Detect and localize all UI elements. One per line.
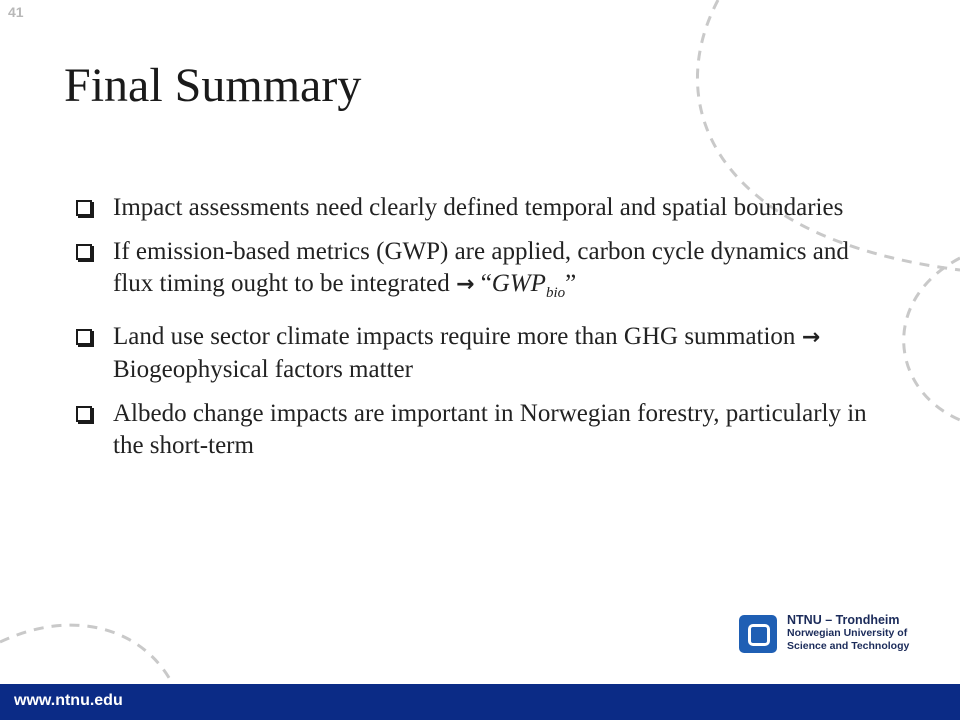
slide-title: Final Summary [64, 59, 362, 112]
bullet-item [76, 398, 886, 462]
right-arrow-icon: → [456, 272, 475, 297]
ntnu-logo-icon [739, 615, 777, 653]
bullet-list [76, 192, 886, 474]
checkbox-bullet-icon [76, 244, 92, 260]
checkbox-bullet-icon [76, 406, 92, 422]
bullet-item [76, 192, 886, 224]
quote-close: ” [565, 270, 577, 297]
bullet-item [76, 236, 886, 309]
logo-line-3: Science and Technology [787, 640, 910, 652]
slide-number: 41 [8, 4, 24, 20]
right-arrow-icon: → [801, 325, 821, 350]
footer-bar [0, 684, 960, 720]
checkbox-bullet-icon [76, 200, 92, 216]
footer-url-link[interactable]: www.ntnu.edu [14, 692, 123, 709]
checkbox-bullet-icon [76, 329, 92, 345]
quote-open: “ [480, 270, 492, 297]
bullet-item [76, 321, 886, 386]
gwp-subscript: bio [545, 285, 566, 301]
bullet-text-after: Biogeophysical factors matter [113, 356, 413, 383]
bullet-text: Impact assessments need clearly defined temporal and spatial boundaries [113, 194, 844, 221]
gwp-term: GWP [491, 270, 546, 297]
bullet-text: If emission-based metrics (GWP) are applied, carbon cycle dynamics and flux timing ought to be integrated [113, 238, 849, 297]
bullet-text: Albedo change impacts are important in Norwegian forestry, particularly in the short-term [113, 400, 867, 459]
ntnu-logo-text [787, 614, 909, 653]
ntnu-logo [739, 614, 909, 653]
logo-line-2: Norwegian University of [787, 627, 908, 639]
bullet-text: Land use sector climate impacts require more than GHG summation [113, 323, 796, 350]
logo-line-1: NTNU – Trondheim [787, 613, 900, 627]
